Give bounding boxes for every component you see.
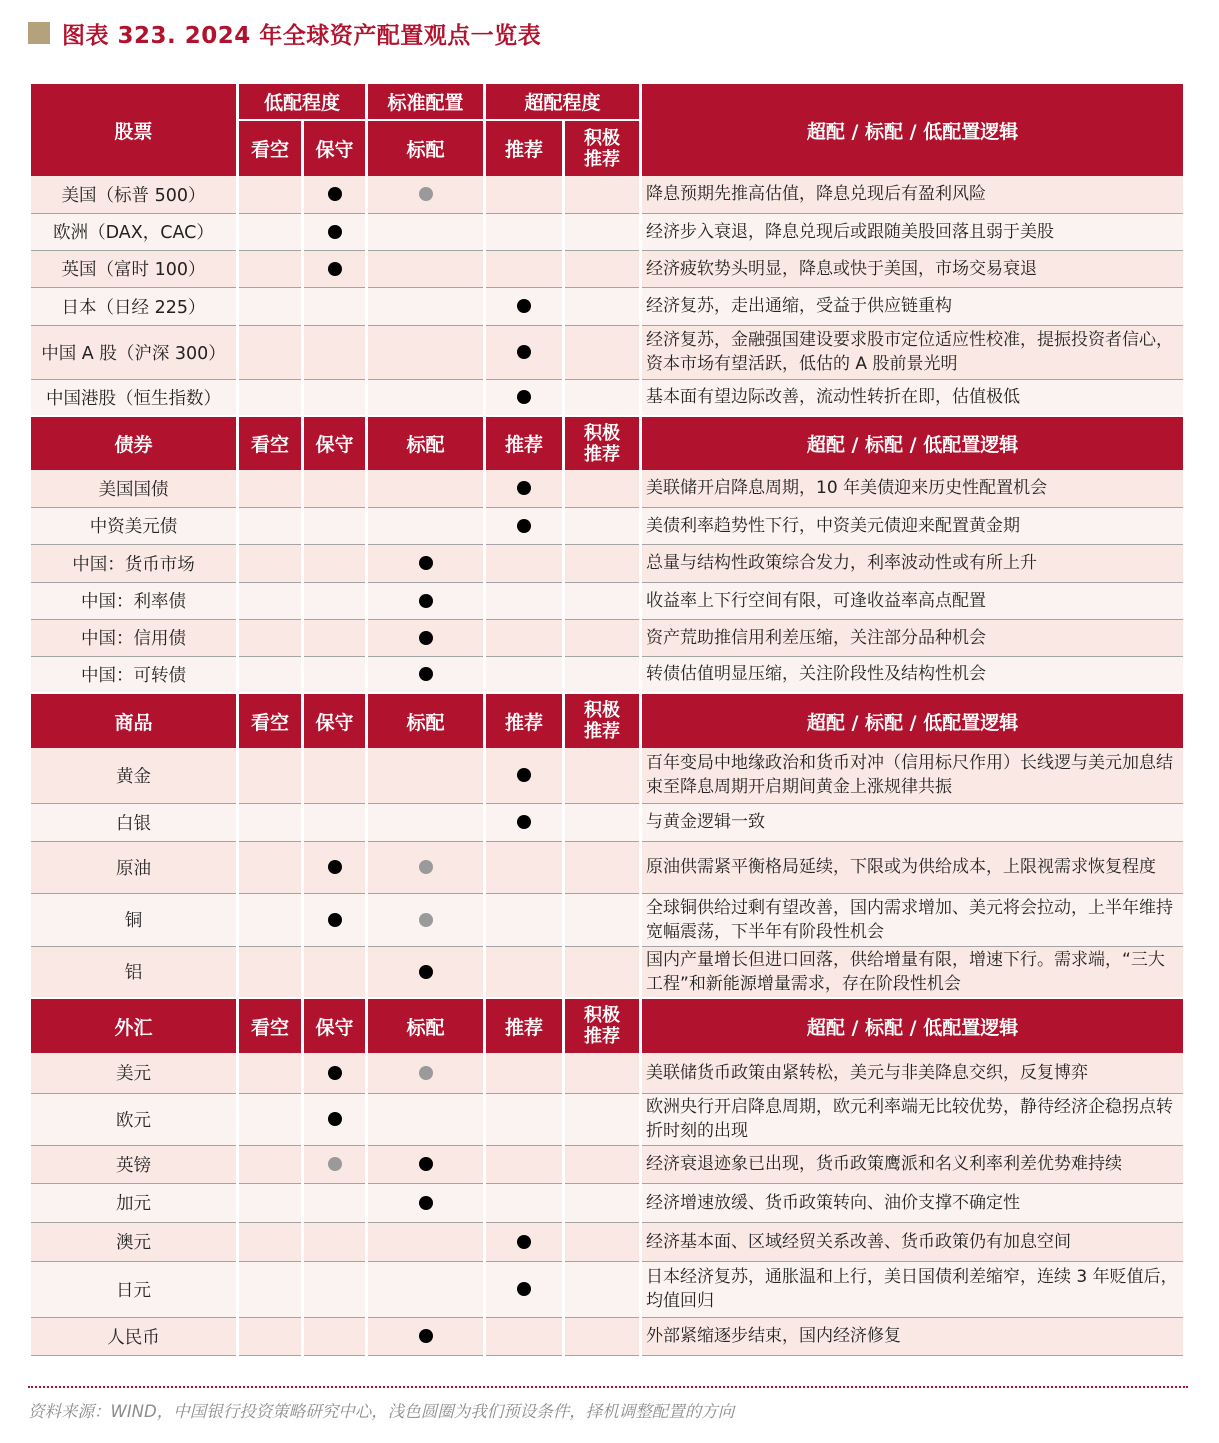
rating-cell xyxy=(303,748,367,803)
rating-cell xyxy=(367,250,485,287)
rating-cell xyxy=(238,213,303,250)
table-row xyxy=(30,250,1185,287)
rating-cell xyxy=(367,582,485,619)
header-recommend: 推荐 xyxy=(485,998,564,1053)
section-header xyxy=(30,416,1185,470)
footer-divider xyxy=(28,1386,1188,1388)
position-dot-icon xyxy=(328,1112,342,1126)
rating-cell xyxy=(367,803,485,841)
rating-cell xyxy=(303,893,367,946)
asset-name: 中国：信用债 xyxy=(30,619,238,656)
rating-cell xyxy=(485,250,564,287)
rating-cell xyxy=(367,841,485,893)
position-dot-icon xyxy=(328,1066,342,1080)
rating-cell xyxy=(238,1093,303,1145)
asset-name: 美国国债 xyxy=(30,470,238,507)
source-note: 资料来源：WIND，中国银行投资策略研究中心，浅色圆圈为我们预设条件，择机调整配置的方向 xyxy=(28,1402,735,1421)
position-dot-icon xyxy=(419,1196,433,1210)
header-logic: 超配 / 标配 / 低配置逻辑 xyxy=(641,83,1185,176)
position-dot-icon xyxy=(517,1235,531,1249)
rating-cell xyxy=(564,470,641,507)
rating-cell xyxy=(564,1261,641,1317)
rating-cell xyxy=(238,507,303,544)
position-dot-icon xyxy=(517,768,531,782)
rating-cell xyxy=(485,748,564,803)
rating-cell xyxy=(367,325,485,379)
table-row xyxy=(30,325,1185,379)
rating-cell xyxy=(485,893,564,946)
rating-cell xyxy=(564,1093,641,1145)
rating-cell xyxy=(564,803,641,841)
section-header-top xyxy=(30,83,1185,120)
rating-cell xyxy=(564,619,641,656)
header-bearish: 看空 xyxy=(238,693,303,748)
header-neutral: 标配 xyxy=(367,693,485,748)
section-header xyxy=(30,998,1185,1053)
rating-cell xyxy=(564,1317,641,1355)
rating-cell xyxy=(303,946,367,998)
header-logic: 超配 / 标配 / 低配置逻辑 xyxy=(641,998,1185,1053)
position-dot-icon xyxy=(419,1329,433,1343)
rating-cell xyxy=(485,803,564,841)
rating-cell xyxy=(564,1222,641,1261)
allocation-logic: 经济疲软势头明显，降息或快于美国，市场交易衰退 xyxy=(641,250,1185,287)
section-header xyxy=(30,693,1185,748)
position-dot-icon xyxy=(419,667,433,681)
allocation-logic: 百年变局中地缘政治和货币对冲（信用标尺作用）长线逻与美元加息结束至降息周期开启期间黄金上涨规律共振 xyxy=(641,748,1185,803)
rating-cell xyxy=(238,1317,303,1355)
rating-cell xyxy=(238,379,303,416)
section-name: 商品 xyxy=(30,693,238,748)
header-neutral: 标配 xyxy=(367,120,485,176)
rating-cell xyxy=(485,544,564,582)
header-active: 积极 推荐 xyxy=(564,416,641,470)
rating-cell xyxy=(564,946,641,998)
table-row xyxy=(30,1093,1185,1145)
rating-cell xyxy=(485,176,564,213)
preset-dot-icon xyxy=(419,860,433,874)
allocation-logic: 经济基本面、区域经贸关系改善、货币政策仍有加息空间 xyxy=(641,1222,1185,1261)
rating-cell xyxy=(303,619,367,656)
rating-cell xyxy=(485,379,564,416)
rating-cell xyxy=(367,470,485,507)
table-row xyxy=(30,946,1185,998)
preset-dot-icon xyxy=(419,1066,433,1080)
header-active: 积极 推荐 xyxy=(564,693,641,748)
figure-title: 图表 323. 2024 年全球资产配置观点一览表 xyxy=(62,22,542,49)
rating-cell xyxy=(485,1222,564,1261)
rating-cell xyxy=(564,250,641,287)
header-conservative: 保守 xyxy=(303,998,367,1053)
asset-name: 白银 xyxy=(30,803,238,841)
table-row xyxy=(30,1222,1185,1261)
table-row xyxy=(30,379,1185,416)
rating-cell xyxy=(367,748,485,803)
rating-cell xyxy=(485,1261,564,1317)
position-dot-icon xyxy=(328,262,342,276)
rating-cell xyxy=(238,582,303,619)
asset-name: 黄金 xyxy=(30,748,238,803)
rating-cell xyxy=(564,748,641,803)
rating-cell xyxy=(303,379,367,416)
rating-cell xyxy=(367,1317,485,1355)
header-conservative: 保守 xyxy=(303,693,367,748)
asset-name: 中资美元债 xyxy=(30,507,238,544)
rating-cell xyxy=(564,1145,641,1183)
table-row xyxy=(30,507,1185,544)
header-bearish: 看空 xyxy=(238,998,303,1053)
rating-cell xyxy=(485,841,564,893)
header-recommend: 推荐 xyxy=(485,416,564,470)
rating-cell xyxy=(367,1261,485,1317)
rating-cell xyxy=(303,1317,367,1355)
rating-cell xyxy=(564,544,641,582)
asset-name: 中国：可转债 xyxy=(30,656,238,693)
allocation-logic: 日本经济复苏，通胀温和上行，美日国债利差缩窄，连续 3 年贬值后，均值回归 xyxy=(641,1261,1185,1317)
allocation-logic: 经济复苏，金融强国建设要求股市定位适应性校准，提振投资者信心，资本市场有望活跃，低估的 A 股前景光明 xyxy=(641,325,1185,379)
asset-name: 英国（富时 100） xyxy=(30,250,238,287)
position-dot-icon xyxy=(419,631,433,645)
preset-dot-icon xyxy=(419,187,433,201)
header-conservative: 保守 xyxy=(303,120,367,176)
figure-title-bar xyxy=(28,18,541,48)
table-row xyxy=(30,470,1185,507)
position-dot-icon xyxy=(517,345,531,359)
header-logic: 超配 / 标配 / 低配置逻辑 xyxy=(641,693,1185,748)
header-active: 积极 推荐 xyxy=(564,120,641,176)
allocation-logic: 与黄金逻辑一致 xyxy=(641,803,1185,841)
rating-cell xyxy=(485,619,564,656)
allocation-logic: 经济衰退迹象已出现，货币政策鹰派和名义利率利差优势难持续 xyxy=(641,1145,1185,1183)
rating-cell xyxy=(238,748,303,803)
rating-cell xyxy=(303,470,367,507)
rating-cell xyxy=(564,893,641,946)
rating-cell xyxy=(303,250,367,287)
rating-cell xyxy=(303,325,367,379)
rating-cell xyxy=(303,1145,367,1183)
rating-cell xyxy=(367,1093,485,1145)
rating-cell xyxy=(367,1183,485,1222)
rating-cell xyxy=(564,841,641,893)
rating-cell xyxy=(238,946,303,998)
position-dot-icon xyxy=(419,594,433,608)
asset-name: 加元 xyxy=(30,1183,238,1222)
rating-cell xyxy=(485,656,564,693)
allocation-logic: 转债估值明显压缩，关注阶段性及结构性机会 xyxy=(641,656,1185,693)
rating-cell xyxy=(238,1145,303,1183)
rating-cell xyxy=(303,1053,367,1093)
position-dot-icon xyxy=(419,556,433,570)
table-row xyxy=(30,1145,1185,1183)
allocation-logic: 降息预期先推高估值，降息兑现后有盈利风险 xyxy=(641,176,1185,213)
table-row xyxy=(30,748,1185,803)
table-row xyxy=(30,803,1185,841)
rating-cell xyxy=(238,893,303,946)
position-dot-icon xyxy=(328,913,342,927)
table-row xyxy=(30,841,1185,893)
rating-cell xyxy=(303,544,367,582)
rating-cell xyxy=(564,379,641,416)
rating-cell xyxy=(564,656,641,693)
allocation-logic: 全球铜供给过剩有望改善，国内需求增加、美元将会拉动，上半年维持宽幅震荡，下半年有阶段性机会 xyxy=(641,893,1185,946)
rating-cell xyxy=(485,507,564,544)
rating-cell xyxy=(303,803,367,841)
rating-cell xyxy=(564,507,641,544)
asset-name: 欧洲（DAX，CAC） xyxy=(30,213,238,250)
asset-name: 美元 xyxy=(30,1053,238,1093)
rating-cell xyxy=(367,946,485,998)
section-name: 外汇 xyxy=(30,998,238,1053)
rating-cell xyxy=(238,1053,303,1093)
table-row xyxy=(30,582,1185,619)
rating-cell xyxy=(238,287,303,325)
header-recommend: 推荐 xyxy=(485,693,564,748)
rating-cell xyxy=(238,470,303,507)
table-row xyxy=(30,287,1185,325)
asset-name: 中国：利率债 xyxy=(30,582,238,619)
rating-cell xyxy=(485,213,564,250)
rating-cell xyxy=(485,1183,564,1222)
rating-cell xyxy=(564,213,641,250)
header-overweight-group: 超配程度 xyxy=(485,83,641,120)
table-row xyxy=(30,1317,1185,1355)
rating-cell xyxy=(303,507,367,544)
rating-cell xyxy=(367,1145,485,1183)
position-dot-icon xyxy=(328,860,342,874)
table-row xyxy=(30,893,1185,946)
header-logic: 超配 / 标配 / 低配置逻辑 xyxy=(641,416,1185,470)
asset-name: 日本（日经 225） xyxy=(30,287,238,325)
header-bearish: 看空 xyxy=(238,120,303,176)
rating-cell xyxy=(367,656,485,693)
rating-cell xyxy=(238,544,303,582)
rating-cell xyxy=(367,619,485,656)
asset-name: 英镑 xyxy=(30,1145,238,1183)
allocation-logic: 经济增速放缓、货币政策转向、油价支撑不确定性 xyxy=(641,1183,1185,1222)
rating-cell xyxy=(485,1145,564,1183)
rating-cell xyxy=(564,287,641,325)
allocation-logic: 美联储货币政策由紧转松，美元与非美降息交织，反复博弈 xyxy=(641,1053,1185,1093)
asset-name: 原油 xyxy=(30,841,238,893)
rating-cell xyxy=(238,176,303,213)
asset-name: 日元 xyxy=(30,1261,238,1317)
table-row xyxy=(30,1053,1185,1093)
rating-cell xyxy=(303,841,367,893)
allocation-logic: 经济复苏，走出通缩，受益于供应链重构 xyxy=(641,287,1185,325)
table-row xyxy=(30,619,1185,656)
title-marker xyxy=(28,22,50,44)
allocation-logic: 基本面有望边际改善，流动性转折在即，估值极低 xyxy=(641,379,1185,416)
position-dot-icon xyxy=(419,1157,433,1171)
rating-cell xyxy=(485,1093,564,1145)
allocation-logic: 总量与结构性政策综合发力，利率波动性或有所上升 xyxy=(641,544,1185,582)
header-conservative: 保守 xyxy=(303,416,367,470)
allocation-logic: 美债利率趋势性下行，中资美元债迎来配置黄金期 xyxy=(641,507,1185,544)
rating-cell xyxy=(238,619,303,656)
asset-name: 美国（标普 500） xyxy=(30,176,238,213)
preset-dot-icon xyxy=(419,913,433,927)
rating-cell xyxy=(303,287,367,325)
rating-cell xyxy=(485,325,564,379)
table-row xyxy=(30,544,1185,582)
header-neutral: 标配 xyxy=(367,416,485,470)
allocation-logic: 收益率上下行空间有限，可逢收益率高点配置 xyxy=(641,582,1185,619)
rating-cell xyxy=(367,176,485,213)
section-name: 股票 xyxy=(30,83,238,176)
allocation-logic: 美联储开启降息周期，10 年美债迎来历史性配置机会 xyxy=(641,470,1185,507)
asset-name: 中国港股（恒生指数） xyxy=(30,379,238,416)
rating-cell xyxy=(238,1183,303,1222)
position-dot-icon xyxy=(517,1282,531,1296)
table-row xyxy=(30,1261,1185,1317)
table-row xyxy=(30,1183,1185,1222)
rating-cell xyxy=(303,213,367,250)
rating-cell xyxy=(367,507,485,544)
header-recommend: 推荐 xyxy=(485,120,564,176)
asset-name: 欧元 xyxy=(30,1093,238,1145)
rating-cell xyxy=(367,1053,485,1093)
rating-cell xyxy=(367,379,485,416)
rating-cell xyxy=(367,213,485,250)
rating-cell xyxy=(367,1222,485,1261)
rating-cell xyxy=(485,1053,564,1093)
position-dot-icon xyxy=(328,225,342,239)
rating-cell xyxy=(485,287,564,325)
position-dot-icon xyxy=(517,390,531,404)
rating-cell xyxy=(238,1222,303,1261)
asset-name: 铝 xyxy=(30,946,238,998)
asset-name: 人民币 xyxy=(30,1317,238,1355)
asset-name: 铜 xyxy=(30,893,238,946)
rating-cell xyxy=(303,1093,367,1145)
header-standard-group: 标准配置 xyxy=(367,83,485,120)
section-name: 债券 xyxy=(30,416,238,470)
allocation-logic: 国内产量增长但进口回落，供给增量有限，增速下行。需求端，“三大工程”和新能源增量需求，存在阶段性机会 xyxy=(641,946,1185,998)
rating-cell xyxy=(564,1053,641,1093)
rating-cell xyxy=(564,325,641,379)
allocation-logic: 外部紧缩逐步结束，国内经济修复 xyxy=(641,1317,1185,1355)
rating-cell xyxy=(367,287,485,325)
rating-cell xyxy=(303,656,367,693)
position-dot-icon xyxy=(419,965,433,979)
rating-cell xyxy=(238,841,303,893)
header-neutral: 标配 xyxy=(367,998,485,1053)
header-active: 积极 推荐 xyxy=(564,998,641,1053)
rating-cell xyxy=(303,1261,367,1317)
table-row xyxy=(30,176,1185,213)
rating-cell xyxy=(564,1183,641,1222)
allocation-logic: 经济步入衰退，降息兑现后或跟随美股回落且弱于美股 xyxy=(641,213,1185,250)
allocation-logic: 原油供需紧平衡格局延续，下限或为供给成本，上限视需求恢复程度 xyxy=(641,841,1185,893)
rating-cell xyxy=(485,1317,564,1355)
allocation-logic: 欧洲央行开启降息周期，欧元利率端无比较优势，静待经济企稳拐点转折时刻的出现 xyxy=(641,1093,1185,1145)
rating-cell xyxy=(485,946,564,998)
asset-name: 澳元 xyxy=(30,1222,238,1261)
asset-name: 中国：货币市场 xyxy=(30,544,238,582)
rating-cell xyxy=(485,470,564,507)
rating-cell xyxy=(238,325,303,379)
rating-cell xyxy=(564,176,641,213)
rating-cell xyxy=(303,582,367,619)
rating-cell xyxy=(564,582,641,619)
asset-name: 中国 A 股（沪深 300） xyxy=(30,325,238,379)
header-bearish: 看空 xyxy=(238,416,303,470)
table-row xyxy=(30,213,1185,250)
rating-cell xyxy=(303,176,367,213)
header-underweight-group: 低配程度 xyxy=(238,83,367,120)
rating-cell xyxy=(367,893,485,946)
preset-dot-icon xyxy=(328,1157,342,1171)
rating-cell xyxy=(303,1222,367,1261)
position-dot-icon xyxy=(328,187,342,201)
position-dot-icon xyxy=(517,299,531,313)
rating-cell xyxy=(303,1183,367,1222)
rating-cell xyxy=(238,803,303,841)
position-dot-icon xyxy=(517,481,531,495)
position-dot-icon xyxy=(517,815,531,829)
allocation-table xyxy=(28,82,1186,1356)
allocation-logic: 资产荒助推信用利差压缩，关注部分品种机会 xyxy=(641,619,1185,656)
rating-cell xyxy=(367,544,485,582)
rating-cell xyxy=(485,582,564,619)
rating-cell xyxy=(238,656,303,693)
rating-cell xyxy=(238,250,303,287)
position-dot-icon xyxy=(517,519,531,533)
table-row xyxy=(30,656,1185,693)
rating-cell xyxy=(238,1261,303,1317)
